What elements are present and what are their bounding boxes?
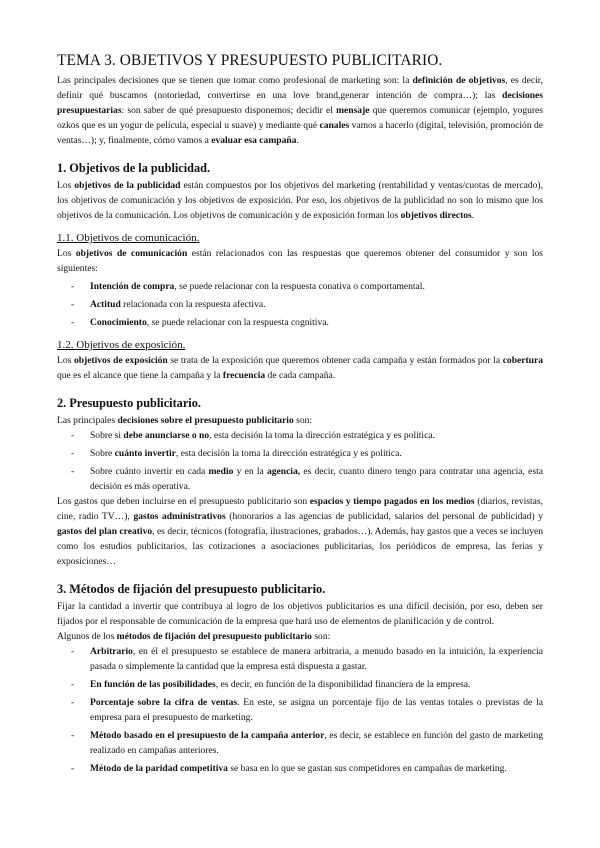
document-title: TEMA 3. OBJETIVOS Y PRESUPUESTO PUBLICITARIO. <box>57 52 443 69</box>
list-item: - Sobre cuánto invertir, esta decisión la toma la dirección estratégica y es política. <box>71 448 402 459</box>
section-3-heading: 3. Métodos de fijación del presupuesto publicitario. <box>57 582 326 596</box>
list-item: - Intención de compra, se puede relacionar con la respuesta conativa o comportamental. <box>71 281 425 292</box>
section-3-intro: Algunos de los métodos de fijación del presupuesto publicitario son: <box>57 631 331 642</box>
list-bullet: - <box>71 466 75 477</box>
section-3-paragraph: Fijar la cantidad a invertir que contribuya al logro de los objetivos publicitarios es una difícil decisión, por eso, deben ser fijados por el responsable de comunicación de la empresa que hará uso de elementos de planificación y de control. <box>57 601 543 627</box>
list-item: - Conocimiento, se puede relacionar con la respuesta cognitiva. <box>71 317 329 328</box>
list-bullet: - <box>71 730 75 741</box>
subsection-1-2-paragraph: Los objetivos de exposición se trata de la exposición que queremos obtener cada campaña y están formados por la cobertura que es el alcance que tiene la campaña y la frecuencia de cada campaña. <box>57 355 543 381</box>
document-page <box>57 52 543 776</box>
list-item: - Actitud relacionada con la respuesta afectiva. <box>71 299 266 310</box>
list-bullet: - <box>71 697 75 708</box>
list-bullet: - <box>71 679 75 690</box>
section-1-heading: 1. Objetivos de la publicidad. <box>57 161 211 175</box>
section-2-heading: 2. Presupuesto publicitario. <box>57 396 201 410</box>
list-item: - En función de las posibilidades, es decir, en función de la disponibilidad financiera de la empresa. <box>71 679 471 690</box>
budget-decisions-list <box>57 428 543 494</box>
list-item: - Sobre si debe anunciarse o no, esta decisión la toma la dirección estratégica y es política. <box>71 430 435 441</box>
list-item: - Arbitrario, en él el presupuesto se establece de manera arbitraria, a menudo basado en la intuición, la experiencia pasada o simplemente la cantidad que la empresa está dispuesta a gastar. <box>71 646 543 672</box>
list-bullet: - <box>71 430 75 441</box>
list-bullet: - <box>71 448 75 459</box>
list-item: - Porcentaje sobre la cifra de ventas. En este, se asigna un porcentaje fijo de las ventas totales o previstas de la empresa para el presupuesto de marketing. <box>71 697 543 723</box>
subsection-1-1-heading: 1.1. Objetivos de comunicación. <box>57 232 200 244</box>
communication-objectives-list <box>57 279 543 330</box>
list-item: - Sobre cuánto invertir en cada medio y en la agencia, es decir, cuanto dinero tengo para contratar una agencia, esta decisión es más operativa. <box>71 466 543 492</box>
list-item: - Método de la paridad competitiva se basa en lo que se gastan sus competidores en campañas de marketing. <box>71 763 507 774</box>
intro-paragraph: Las principales decisiones que se tienen que tomar como profesional de marketing son: la definición de objetivos, es decir, definir qué buscamos (notoriedad, convertirse en una love brand,generar intención de compra…); las decisiones presupuestarias: son saber de qué presupuesto disponemos; decidir el mensaje que queremos comunicar (ejemplo, yogures ozkos que es un yogur de película, especial u suave) y mediante qué canales vamos a hacerlo (digital, televisión, promoción de ventas…); y, finalmente, cómo vamos a evaluar esa campaña. <box>57 75 543 146</box>
list-bullet: - <box>71 646 75 657</box>
section-1-paragraph: Los objetivos de la publicidad están compuestos por los objetivos del marketing (rentabilidad y ventas/cuotas de mercado), los objetivos de comunicación y los objetivos de exposición. Por eso, los objetivos de la publicidad no son lo mismo que los objetivos de la comunicación. Los objetivos de comunicación y de exposición forman los objetivos directos. <box>57 180 543 221</box>
subsection-1-2-heading: 1.2. Objetivos de exposición. <box>57 339 186 351</box>
subsection-1-1-paragraph: Los objetivos de comunicación están relacionados con las respuestas que queremos obtener del consumidor y son los siguientes: <box>57 248 543 274</box>
list-bullet: - <box>71 299 75 310</box>
list-bullet: - <box>71 763 75 774</box>
list-item: - Método basado en el presupuesto de la campaña anterior, es decir, se establece en función del gasto de marketing realizado en campañas anteriores. <box>71 730 543 756</box>
list-bullet: - <box>71 281 75 292</box>
budget-methods-list <box>57 644 543 776</box>
list-bullet: - <box>71 317 75 328</box>
section-2-intro: Las principales decisiones sobre el presupuesto publicitario son: <box>57 415 313 426</box>
section-2-expenses-paragraph: Los gastos que deben incluirse en el presupuesto publicitario son espacios y tiempo pagados en los medios (diarios, revistas, cine, radio TV…), gastos administrativos (honorarios a las agencias de publicidad, salarios del personal de publicidad) y gastos del plan creativo, es decir, técnicos (fotografía, ilustraciones, grabados…). Además, hay gastos que a veces se incluyen como los estudios publicitarios, las cotizaciones a asociaciones publicitarias, los periódicos de empresa, las ferias y exposiciones… <box>57 496 544 567</box>
